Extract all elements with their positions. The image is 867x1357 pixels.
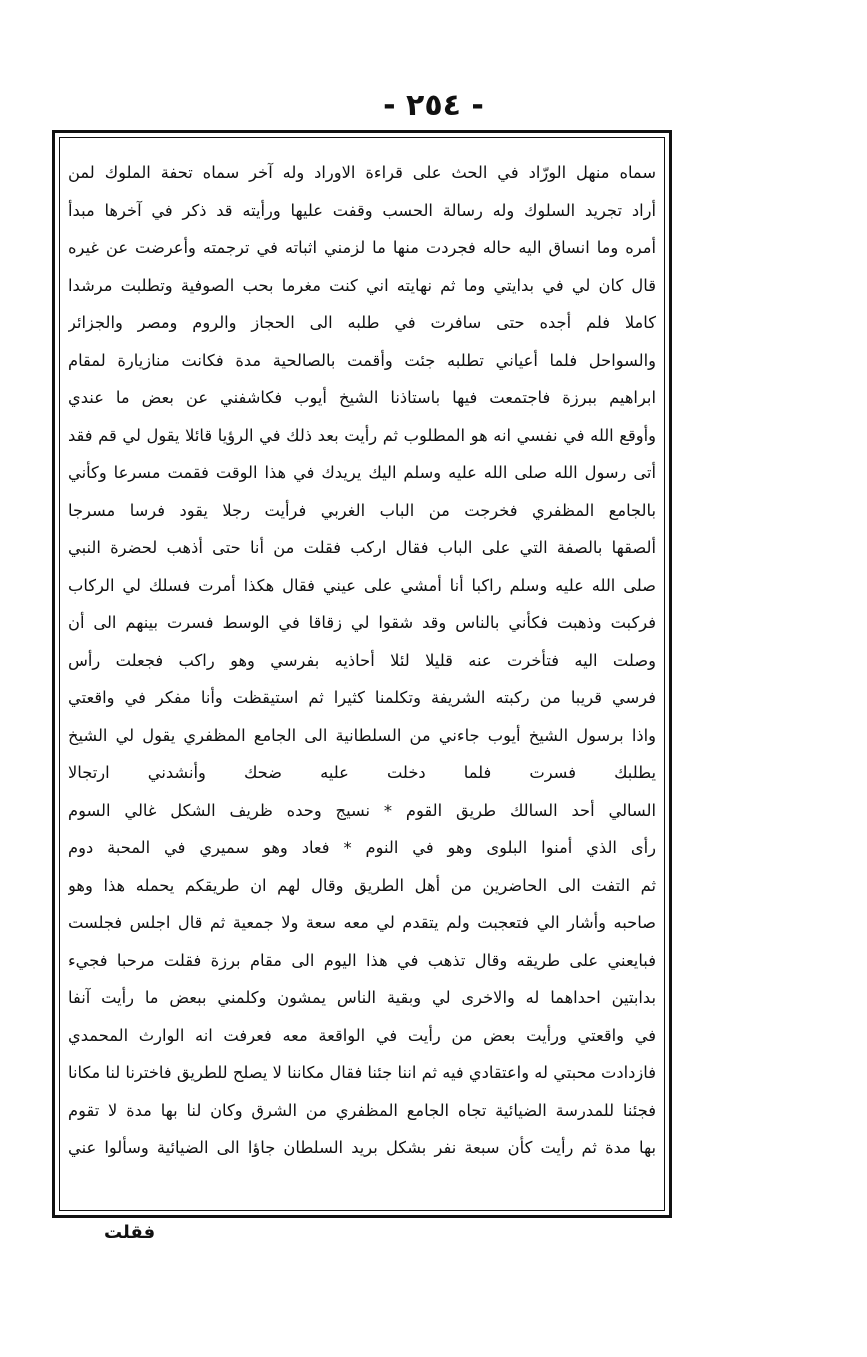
- text-line: بالجامع المظفري فخرجت من الباب الغربي فرأيت رجلا يقود فرسا مسرجا: [68, 500, 656, 520]
- text-line: أراد تجريد السلوك وله رسالة الحسب وقفت عليها ورأيته قد ذكر في آخرها مبدأ: [68, 200, 656, 220]
- text-line: ألصقها بالصفة التي على الباب فقال اركب فقلت من أنا حتى أذهب لحضرة النبي: [68, 538, 656, 557]
- text-line: كاملا فلم أجده حتى سافرت في طلبه الى الحجاز والروم ومصر والجزائر: [68, 313, 656, 332]
- text-line: وأوقع الله في نفسي انه هو المطلوب ثم رأيت بعد ذلك في الرؤيا قائلا يقول لي قم فقد: [68, 425, 656, 445]
- text-line: صاحبه وأشار الي فتعجبت ولم يتقدم لي معه سعة ولا جمعية ثم قال اجلس فجلست: [68, 913, 656, 932]
- text-line: سماه منهل الورّاد في الحث على قراءة الاوراد وله آخر سماه تحفة الملوك لمن: [68, 163, 656, 182]
- text-line: واذا برسول الشيخ أيوب جاءني من السلطانية الى الجامع المظفري يقول لي الشيخ: [68, 725, 656, 745]
- text-line: فجئنا للمدرسة الضيائية تجاه الجامع المظفري من الشرق وكان لنا بها مدة لا تقوم: [68, 1100, 656, 1120]
- text-line: ثم التفت الى الحاضرين من أهل الطريق وقال لهم ان طريقكم يحمله هذا وهو: [68, 875, 656, 895]
- text-line: رأى الذي أمنوا البلوى وهو في النوم * فعاد وهو سميري في المحبة دوم: [68, 838, 656, 857]
- text-line: بها مدة ثم رأيت كأن سبعة نفر بشكل بريد السلطان جاؤا الى الضيائية وسألوا عني: [68, 1138, 656, 1157]
- text-line: فرسي قريبا من ركبته الشريفة وتكلمنا كثيرا ثم استيقظت وأنا مفكر في واقعتي: [68, 688, 656, 707]
- text-line: فازدادت محبتي له واعتقادي فيه ثم اننا جئنا فقال مكاننا لا يصلح للطريق فاخترنا لنا مكانا: [68, 1063, 656, 1082]
- text-line: أمره وما انساق اليه حاله فجردت منها ما لزمني اثباته في ترجمته وأعرضت عن غيره: [68, 238, 656, 257]
- catchword: فقلت: [104, 1222, 156, 1243]
- text-line: صلى الله عليه وسلم راكبا أنا أمشي على عيني فقال هكذا أمرت فسلك لي الركاب: [68, 575, 656, 595]
- text-line: في واقعتي ورأيت بعض من رأيت في الواقعة معه فعرفت انه الوارث المحمدي: [68, 1025, 656, 1045]
- text-line: قال كان لي في بدايتي وما ثم نهايته اني كنت مغرما بحب الصوفية وتطلبت مرشدا: [68, 275, 656, 295]
- text-line: يطلبك فسرت فلما دخلت عليه ضحك وأنشدني ارتجالا: [68, 763, 656, 782]
- text-line: بدابتين احداهما له والاخرى لي وبقية الناس يمشون وكلمني ببعض ما رأيت آنفا: [68, 988, 656, 1007]
- body-text: [68, 154, 656, 1202]
- text-line: وصلت اليه فتأخرت عنه قليلا لئلا أحاذيه بفرسي وهو راكب فجعلت رأس: [68, 650, 656, 670]
- text-line: ابراهيم ببرزة فاجتمعت فيها باستاذنا الشيخ أيوب فكاشفني عن بعض ما عندي: [68, 388, 656, 407]
- text-line: فبايعني على طريقه وقال تذهب في هذا اليوم الى مقام برزة فقلت مرحبا فجيء: [68, 950, 656, 970]
- text-line: السالي أحد السالك طريق القوم * نسيج وحده ظريف الشكل غالي السوم: [68, 800, 656, 820]
- text-line: أتى رسول الله صلى الله عليه وسلم اليك يريدك في هذا الوقت فقمت مسرعا وكأني: [68, 463, 656, 482]
- text-frame-inner-border: [59, 137, 665, 1211]
- text-line: فركبت وذهبت فكأني بالناس وقد شقوا لي زقاقا في الوسط فسرت بينهم الى أن: [68, 613, 656, 632]
- text-frame: [52, 130, 672, 1218]
- text-line: والسواحل فلما أعياني تطلبه جئت وأقمت بالصالحية مدة فكانت منازيارة لمقام: [68, 350, 656, 370]
- page-number: - ٢٥٤ -: [383, 88, 484, 123]
